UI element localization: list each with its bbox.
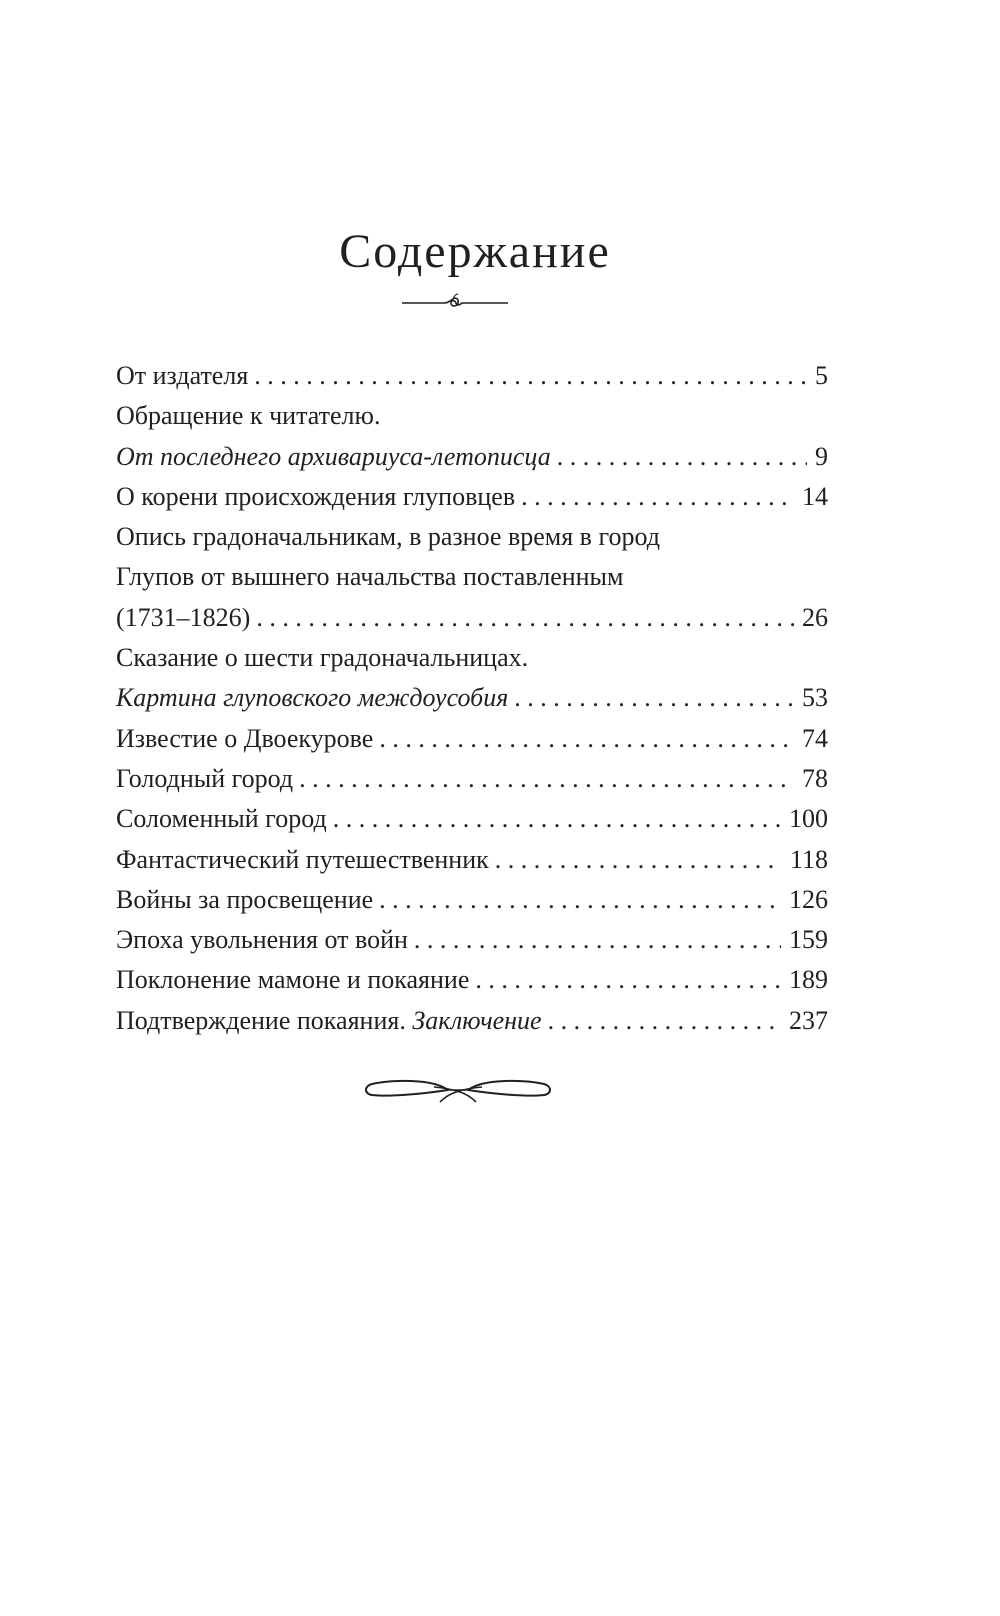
toc-entry[interactable] (116, 840, 828, 880)
toc-entry-title-line (116, 557, 828, 597)
toc-entry-title: Голодный город (116, 763, 294, 793)
toc-page-number: 9 (815, 441, 828, 471)
toc-page-number: 26 (802, 602, 828, 632)
toc-entry-title: Опись градоначальникам, в разное время в город (116, 522, 660, 552)
dot-leader (475, 960, 781, 1000)
flourish-divider-icon (362, 1068, 554, 1112)
toc-entry-title: (1731–1826) (116, 602, 251, 632)
page-title: Содержание (339, 225, 611, 278)
toc-entry[interactable] (116, 437, 828, 477)
toc-entry[interactable] (116, 598, 828, 638)
toc-page-number: 159 (789, 925, 828, 955)
toc-entry-title: Войны за просвещение (116, 884, 374, 914)
toc-entry-title-italic: Заключение (412, 1005, 542, 1035)
dot-leader (254, 356, 807, 396)
toc-entry[interactable] (116, 920, 828, 960)
toc-entry[interactable] (116, 477, 828, 517)
toc-page-number: 5 (815, 361, 828, 390)
toc-page-number: 237 (789, 1005, 828, 1035)
toc-entry-title-regular: Подтверждение покаяния. (116, 1005, 406, 1035)
toc-entry[interactable] (116, 356, 828, 396)
toc-entry-title: Известие о Двоекурове (116, 723, 374, 753)
toc-entry-title-line (116, 396, 828, 436)
toc-entry-title: Поклонение мамоне и покаяние (116, 965, 470, 995)
toc-page-number: 100 (789, 804, 828, 834)
toc-entry-title: Сказание о шести градоначальницах. (116, 643, 529, 673)
dot-leader (256, 598, 794, 638)
toc-entry-subtitle: От последнего архивариуса-летописца (116, 441, 551, 471)
toc-page-number: 126 (789, 884, 828, 914)
toc-entry-title: От издателя (116, 361, 249, 390)
toc-entry[interactable] (116, 960, 828, 1000)
toc-entry-title-line (116, 517, 828, 557)
toc-entry[interactable] (116, 880, 828, 920)
dot-leader (548, 1001, 781, 1041)
dot-leader (557, 437, 807, 477)
dot-leader (521, 477, 794, 517)
toc-entry-title: Фантастический путешественник (116, 844, 489, 874)
toc-page-number: 118 (789, 844, 828, 874)
dot-leader (414, 920, 781, 960)
toc-entry-title: Глупов от вышнего начальства поставленным (116, 562, 624, 592)
dot-leader (299, 759, 794, 799)
toc-page-number: 189 (789, 965, 828, 995)
dot-leader (333, 799, 781, 839)
toc-entry[interactable] (116, 1001, 828, 1041)
toc-entry[interactable] (116, 719, 828, 759)
toc-page-number: 53 (802, 683, 828, 713)
toc-entry[interactable] (116, 799, 828, 839)
toc-page-number: 78 (802, 763, 828, 793)
toc-entry-title: Эпоха увольнения от войн (116, 925, 408, 955)
toc-entry[interactable] (116, 759, 828, 799)
toc-entry-title (116, 1001, 542, 1041)
toc-entry[interactable] (116, 678, 828, 718)
dot-leader (379, 880, 781, 920)
toc-page-number: 14 (802, 481, 828, 511)
toc-entry-title: О корени происхождения глуповцев (116, 481, 516, 511)
toc-entry-title-line (116, 638, 828, 678)
toc-entry-title: Обращение к читателю. (116, 401, 381, 431)
dot-leader (379, 719, 794, 759)
toc-entry-subtitle: Картина глуповского междоусобия (116, 683, 509, 713)
toc-entry-title: Соломенный город (116, 804, 327, 834)
vine-divider-icon (400, 292, 510, 314)
dot-leader (495, 840, 782, 880)
toc-page-number: 74 (802, 723, 828, 753)
table-of-contents (116, 356, 828, 1041)
dot-leader (514, 678, 794, 718)
